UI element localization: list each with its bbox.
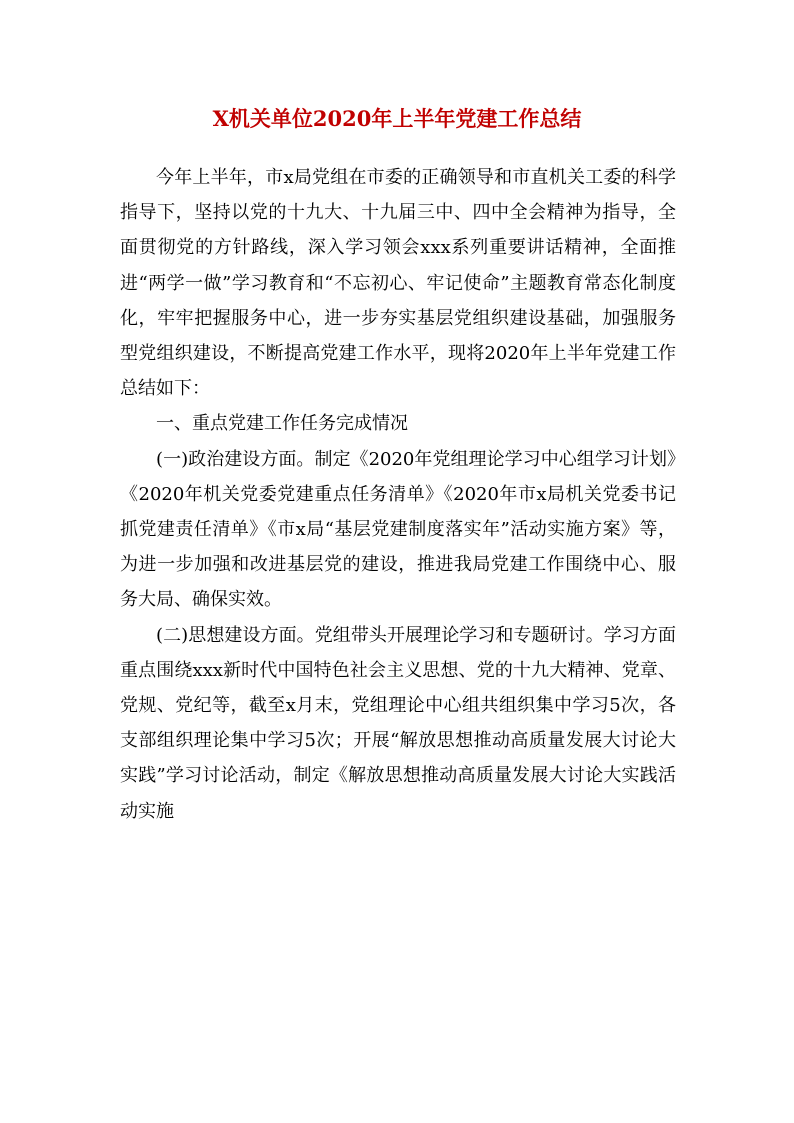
section-heading: 一、重点党建工作任务完成情况: [156, 413, 408, 435]
political-building-paragraph: (一)政治建设方面。制定《2020年党组理论学习中心组学习计划》《2020年机关党委党建重点任务清单》《2020年市x局机关党委书记抓党建责任清单》《市x局“基层党建制度落实年”活动实施方案》等，为进一步加强和改进基层党的建设，推进我局党建工作围绕中心、服务大局、确保实效。: [120, 448, 676, 611]
document-body: [120, 160, 676, 829]
intro-paragraph: 今年上半年，市x局党组在市委的正确领导和市直机关工委的科学指导下，坚持以党的十九大、十九届三中、四中全会精神为指导，全面贯彻党的方针路线，深入学习领会xxx系列重要讲话精神，全面推进“两学一做”学习教育和“不忘初心、牢记使命”主题教育常态化制度化，牢牢把握服务中心，进一步夯实基层党组织建设基础，加强服务型党组织建设，不断提高党建工作水平，现将2020年上半年党建工作总结如下：: [120, 167, 676, 400]
document-title: X机关单位2020年上半年党建工作总结: [212, 106, 582, 131]
ideological-building-paragraph: (二)思想建设方面。党组带头开展理论学习和专题研讨。学习方面重点围绕xxx新时代中国特色社会主义思想、党的十九大精神、党章、党规、党纪等，截至x月末，党组理论中心组共组织集中学习5次，各支部组织理论集中学习5次；开展“解放思想推动高质量发展大讨论大实践”学习讨论活动，制定《解放思想推动高质量发展大讨论大实践活动实施: [120, 624, 676, 822]
